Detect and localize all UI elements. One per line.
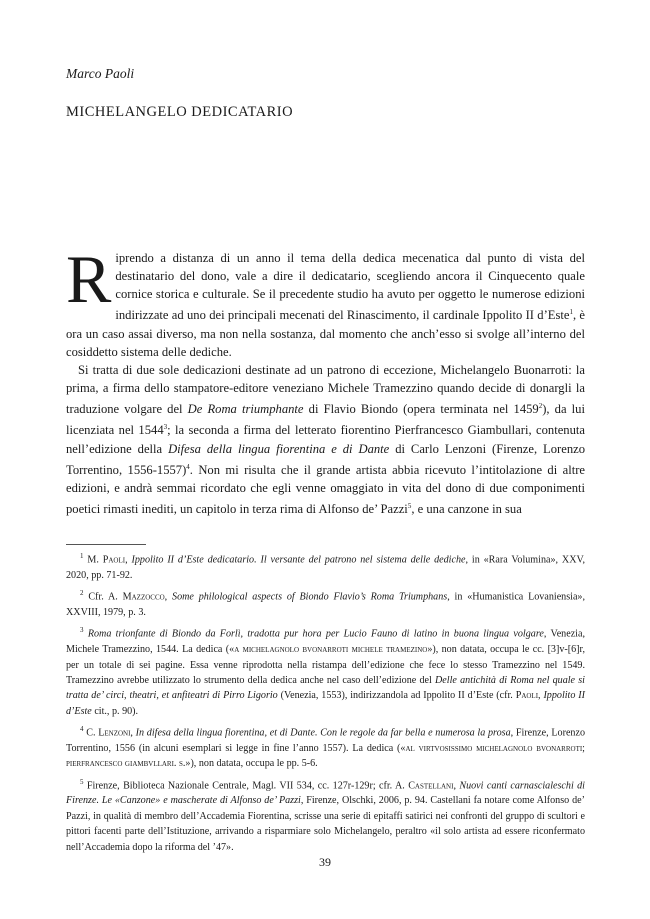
footnote-2: $^2$ Cfr. A. Mazzocco, Some philological aspects of Biondo Flavio’s Roma Triumphans, in «Humanistica Lovaniensia», XXVIII, 1979, p. 3. [66, 589, 585, 618]
footnote-1: $^1$ M. Paoli, Ippolito II d’Este dedicatario. Il versante del patrono nel sistema delle dediche, in «Rara Volumina», XXV, 2020, pp. 71-92. [66, 552, 586, 581]
article-title: MICHELANGELO DEDICATARIO [66, 104, 294, 120]
footnote-divider [66, 544, 146, 545]
body-text [66, 241, 586, 518]
footnote-ref: 4 [186, 462, 190, 471]
footnote-ref: 2 [538, 401, 543, 410]
footnote-3: $^3$ Roma trionfante di Biondo da Forlì, tradotta pur hora per Lucio Fauno di latino in buona lingua volgare, Venezia, Michele Tramezzino, 1544. La dedica («a michelagnolo bvonarroti michele tramezino»), non datata, occupa le cc. [3]v-[6]r, per un totale di sei pagine. Essa venne riprodotta nella ristampa dell’edizione che fece lo stesso Tramezzino nel 1549. Tramezzino avrebbe utilizzato lo strumento della dedica anche nel caso dell’edizione del Delle antichità di Roma nel quale si tratta de’ circi, theatri, et anfiteatri di Pirro Ligorio (Venezia, 1553), indirizzandola ad Ippolito II d’Este (cfr. Paoli, Ippolito II d’Este cit., p. 90). [66, 626, 585, 717]
footnote-ref: 1 [569, 308, 573, 317]
paragraph-1: Riprendo a distanza di un anno il tema della dedica mecenatica dal punto di vista del destinatario del dono, vale a dire il dedicatario, scegliendo ancora il Cinquecento quale cornice storica e culturale. Se il precedente studio ha avuto per oggetto le numerose edizioni indirizzate ad uno dei principali mecenati del Rinascimento, il cardinale Ippolito II d’Este$^1$, è ora un caso assai diverso, ma non nella sostanza, dal momento che anch’esso si svolge all’interno del cosiddetto sistema delle dediche. [66, 241, 585, 359]
footnote-ref: 5 [407, 501, 412, 510]
footnotes [66, 549, 585, 858]
drop-cap: R [66, 241, 112, 317]
page-number: 39 [319, 855, 331, 869]
footnote-4: $^4$ C. Lenzoni, In difesa della lingua fiorentina, et di Dante. Con le regole da far bella e numerosa la prosa, Firenze, Lorenzo Torrentino, 1556 (in alcuni esemplari si legge in fine l’anno 1557). La dedica («al virtvosissimo michelagnolo bvonarroti; pierfrancesco giambvllari. s.»), non datata, occupa le pp. 5-6. [66, 725, 586, 770]
author-name: Marco Paoli [66, 66, 135, 81]
footnote-ref: 3 [163, 423, 168, 432]
footnote-5: $^5$ Firenze, Biblioteca Nazionale Centrale, Magl. VII 534, cc. 127r-129r; cfr. A. Castellani, Nuovi canti carnascialeschi di Firenze. Le «Canzone» e mascherate di Alfonso de’ Pazzi, Firenze, Olschki, 2006, p. 94. Castellani fa notare come Alfonso de’ Pazzi, in qualità di membro dell’Accademia Fiorentina, scrisse una serie di epitaffi satirici nei confronti del gruppo di scultori e pittori facenti parte dell’Istituzione, arrivando a risparmiare solo Michelangelo, peraltro «il solo artista ad essere riconfermato nell’Accademia dopo la riforma del ’47». [66, 777, 585, 853]
paragraph-2: Si tratta di due sole dedicazioni destinate ad un patrono di eccezione, Michelangelo Buonarroti: la prima, a firma dello stampatore-editore veneziano Michele Tramezzino quando decide di donargli la traduzione volgare del De Roma triumphante di Flavio Biondo (opera terminata nel 1459$^2$), da lui licenziata nel 1544$^3$; la seconda a firma del letterato fiorentino Pierfrancesco Giambullari, contenuta nell’edizione della Difesa della lingua fiorentina e di Dante di Carlo Lenzoni (Firenze, Lorenzo Torrentino, 1556-1557)$^4$. Non mi risulta che il grande artista abbia ricevuto l’intitolazione di altre edizioni, e andrà semmai ricordato che egli venne omaggiato in vita del dono di due componimenti poetici rimasti inediti, un capitolo in terza rima di Alfonso de’ Pazzi$^5$, e una canzone in sua [66, 362, 586, 517]
